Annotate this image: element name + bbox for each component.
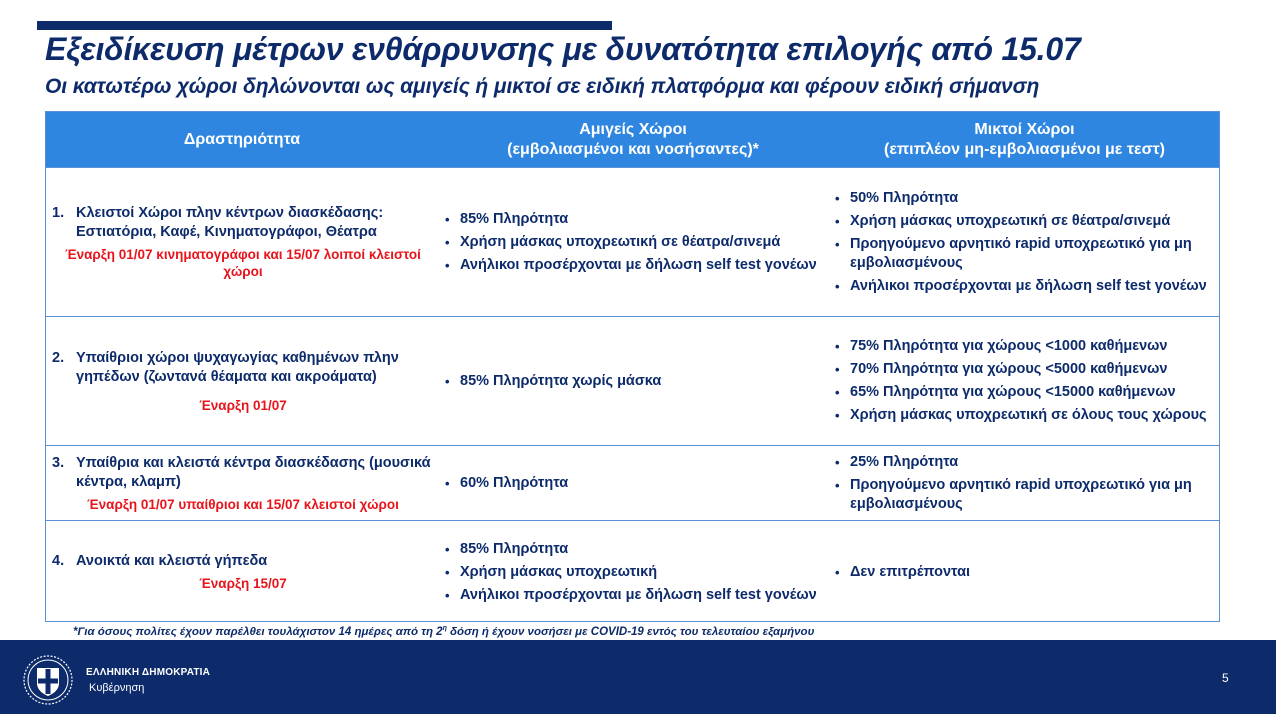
list-item: • Χρήση μάσκας υποχρεωτική σε όλους τους χώρους [832, 406, 1221, 425]
list-item: • Ανήλικοι προσέρχονται με δήλωση self test γονέων [442, 586, 828, 605]
activity-number: 3. [52, 454, 65, 471]
page-number: 5 [1222, 671, 1229, 685]
list-item: • 60% Πληρότητα [442, 474, 828, 493]
activity-label: Ανοικτά και κλειστά γήπεδα [76, 553, 268, 569]
pure-measures-list [442, 368, 828, 395]
footnote-superscript: η [442, 625, 447, 632]
activity-label: Κλειστοί Χώροι πλην κέντρων διασκέδασης: Εστιατόρια, Καφέ, Κινηματογράφοι, Θέατρα [76, 205, 384, 240]
activity-cell [46, 168, 438, 316]
activity-item [52, 552, 434, 571]
activity-cell [46, 521, 438, 623]
list-item: • 85% Πληρότητα [442, 210, 828, 229]
table-row [46, 167, 1219, 316]
activity-label: Υπαίθριοι χώροι ψυχαγωγίας καθημένων πλην γηπέδων (ζωντανά θέαματα και ακροάματα) [76, 349, 399, 385]
page-title: Εξειδίκευση μέτρων ενθάρρυνσης με δυνατότητα επιλογής από 15.07 [45, 31, 1081, 67]
table-row [46, 316, 1219, 445]
pure-spaces-cell [438, 317, 828, 445]
header-mixed-subtitle: (επιπλέον μη-εμβολιασμένοι με τεστ) [884, 140, 1165, 158]
table-row [46, 520, 1219, 623]
list-item: • Ανήλικοι προσέρχονται με δήλωση self test γονέων [832, 277, 1221, 296]
list-item: • 50% Πληρότητα [832, 189, 1221, 208]
list-item: • Προηγούμενο αρνητικό rapid υποχρεωτικό για μη εμβολιασμένους [832, 235, 1221, 273]
list-item: • Χρήση μάσκας υποχρεωτική σε θέατρα/σινεμά [832, 212, 1221, 231]
start-date-note: Έναρξη 15/07 [199, 576, 287, 591]
activity-number: 2. [52, 349, 65, 366]
list-item: • Προηγούμενο αρνητικό rapid υποχρεωτικό για μη εμβολιασμένους [832, 476, 1221, 514]
list-item: • Ανήλικοι προσέρχονται με δήλωση self test γονέων [442, 256, 828, 275]
activity-item [52, 204, 434, 242]
activity-number: 4. [52, 553, 65, 569]
list-item: • 25% Πληρότητα [832, 453, 1221, 472]
footnote-text-end: δόση ή έχουν νοσήσει με COVID-19 εντός του τελευταίου εξαμήνου [446, 625, 815, 638]
footer-bar [0, 640, 1276, 714]
pure-measures-list [442, 470, 828, 497]
mixed-spaces-cell [828, 317, 1221, 445]
measures-table [45, 111, 1220, 622]
mixed-spaces-cell [828, 446, 1221, 520]
government-label: Κυβέρνηση [89, 682, 145, 694]
footnote-text-start: *Για όσους πολίτες έχουν παρέλθει τουλάχιστον 14 ημέρες από τη 2 [73, 625, 443, 638]
vaccination-footnote [73, 625, 814, 638]
header-pure-spaces [438, 112, 828, 167]
title-accent-bar [37, 21, 612, 30]
pure-measures-list [442, 536, 828, 609]
list-item: • 75% Πληρότητα για χώρους <1000 καθήμενων [832, 337, 1221, 356]
start-date-note: Έναρξη 01/07 [199, 397, 287, 413]
start-date-note: Έναρξη 01/07 κινηματογράφοι και 15/07 λοιποί κλειστοί χώροι [65, 247, 421, 279]
activity-cell [46, 317, 438, 445]
table-header [46, 112, 1219, 167]
list-item: • 70% Πληρότητα για χώρους <5000 καθήμενων [832, 360, 1221, 379]
pure-spaces-cell [438, 521, 828, 623]
list-item: • Χρήση μάσκας υποχρεωτική σε θέατρα/σινεμά [442, 233, 828, 252]
header-mixed-spaces [828, 112, 1221, 167]
list-item: • 65% Πληρότητα για χώρους <15000 καθήμενων [832, 383, 1221, 402]
government-name: ΕΛΛΗΝΙΚΗ ΔΗΜΟΚΡΑΤΙΑ [86, 667, 211, 678]
header-mixed-title: Μικτοί Χώροι [974, 120, 1075, 138]
activity-item [52, 349, 434, 387]
table-row [46, 445, 1219, 520]
activity-label: Υπαίθρια και κλειστά κέντρα διασκέδασης (μουσικά κέντρα, κλαμπ) [76, 454, 431, 490]
activity-number: 1. [52, 205, 65, 221]
greek-coat-of-arms-icon [23, 655, 73, 705]
start-date-note: Έναρξη 01/07 υπαίθριοι και 15/07 κλειστοί χώροι [87, 496, 399, 512]
mixed-measures-list [832, 185, 1221, 300]
header-pure-subtitle: (εμβολιασμένοι και νοσήσαντες)* [507, 140, 759, 158]
pure-spaces-cell [438, 168, 828, 316]
mixed-spaces-cell [828, 521, 1221, 623]
mixed-spaces-cell [828, 168, 1221, 316]
activity-cell [46, 446, 438, 520]
list-item: • Δεν επιτρέπονται [832, 563, 1221, 582]
list-item: • 85% Πληρότητα χωρίς μάσκα [442, 372, 828, 391]
mixed-measures-list [832, 449, 1221, 518]
mixed-measures-list [832, 559, 1221, 586]
pure-measures-list [442, 206, 828, 279]
mixed-measures-list [832, 333, 1221, 429]
activity-item [52, 454, 434, 492]
list-item: • Χρήση μάσκας υποχρεωτική [442, 563, 828, 582]
pure-spaces-cell [438, 446, 828, 520]
header-activity [46, 112, 438, 167]
list-item: • 85% Πληρότητα [442, 540, 828, 559]
header-activity-label: Δραστηριότητα [183, 130, 301, 148]
header-pure-title: Αμιγείς Χώροι [579, 120, 687, 138]
page-subtitle: Οι κατωτέρω χώροι δηλώνονται ως αμιγείς ή μικτοί σε ειδική πλατφόρμα και φέρουν ειδική σήμανση [45, 75, 1040, 98]
